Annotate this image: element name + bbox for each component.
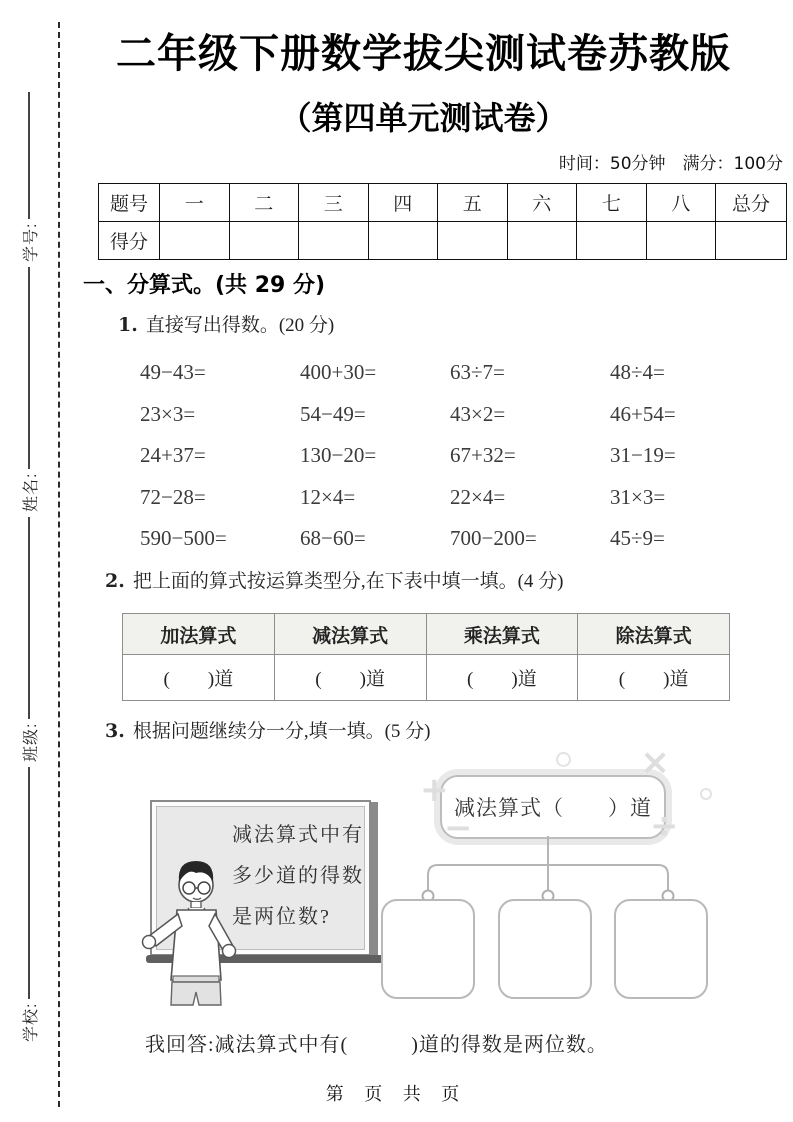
score-header-cell: 五 [438, 184, 508, 222]
expression: 130−20= [300, 443, 377, 468]
score-header-row [99, 184, 787, 222]
score-row-label: 得分 [99, 222, 160, 260]
classification-table [122, 613, 730, 701]
score-header-cell: 七 [577, 184, 647, 222]
classification-blank-cell: ( )道 [578, 655, 730, 701]
answer-box-3 [614, 899, 708, 999]
board-line: 减法算式中有 [232, 824, 364, 846]
page-footer: 第 页 共 页 [325, 1084, 468, 1104]
plus-icon: + [420, 770, 449, 810]
question1-number: 1. [118, 314, 138, 336]
score-header-cell: 一 [160, 184, 230, 222]
time-score-info: 时间：50分钟 满分：100分 [558, 154, 783, 174]
score-table [98, 183, 787, 260]
question2-label: 把上面的算式按运算类型分,在下表中填一填。(4 分) [132, 571, 564, 592]
expression: 590−500= [140, 526, 227, 551]
classification-header-cell: 乘法算式 [426, 614, 578, 655]
expression: 49−43= [140, 360, 206, 385]
question3-text [105, 716, 431, 743]
score-header-cell: 六 [507, 184, 577, 222]
bubble-text: 减法算式（ ）道 [454, 796, 652, 820]
score-blank-cell [229, 222, 299, 260]
name-field [16, 267, 42, 512]
expression: 31−19= [610, 443, 676, 468]
score-header-cell: 四 [368, 184, 438, 222]
circle-decoration [556, 752, 571, 767]
score-blank-cell [160, 222, 230, 260]
school-label: 学校: [22, 1002, 40, 1042]
school-field [16, 767, 42, 1042]
teacher-illustration [133, 852, 265, 1007]
expression: 46+54= [610, 401, 676, 426]
expression: 23×3= [140, 401, 196, 426]
expression: 67+32= [450, 443, 516, 468]
score-header-cell: 题号 [99, 184, 160, 222]
binding-dashed-line [58, 22, 60, 1107]
answer-box-2 [498, 899, 592, 999]
classification-header-row [123, 614, 730, 655]
expression-grid [140, 352, 740, 560]
score-blank-cell [368, 222, 438, 260]
minus-icon: − [444, 808, 473, 848]
classification-header-cell: 加法算式 [123, 614, 275, 655]
score-header-cell: 八 [646, 184, 716, 222]
expression: 45÷9= [610, 526, 665, 551]
question1-text [118, 310, 334, 337]
score-header-cell: 总分 [716, 184, 787, 222]
question2-number: 2. [105, 570, 125, 592]
circle-decoration [700, 788, 712, 800]
name-blank-line [28, 267, 30, 469]
section1-heading: 一、分算式。(共 29 分) [83, 273, 326, 298]
student-id-blank-line [28, 92, 30, 219]
expression: 68−60= [300, 526, 366, 551]
class-blank-line [28, 517, 30, 719]
page-title: 二年级下册数学拔尖测试卷苏教版 [116, 31, 731, 77]
question1-label: 直接写出得数。(20 分) [145, 315, 335, 336]
expression: 72−28= [140, 484, 206, 509]
expression: 22×4= [450, 484, 506, 509]
page-subtitle: （第四单元测试卷） [279, 99, 568, 137]
answer-sentence: 我回答:减法算式中有( )道的得数是两位数。 [145, 1034, 608, 1056]
score-blank-cell [299, 222, 369, 260]
score-blank-cell [438, 222, 508, 260]
divide-icon: ÷ [650, 806, 679, 846]
expression: 12×4= [300, 484, 356, 509]
score-blank-cell [646, 222, 716, 260]
school-blank-line [28, 767, 30, 999]
answer-box-1 [381, 899, 475, 999]
expression: 54−49= [300, 401, 366, 426]
expression: 48÷4= [610, 360, 665, 385]
question3-label: 根据问题继续分一分,填一填。(5 分) [132, 721, 431, 742]
question2-text [105, 566, 564, 593]
question3-number: 3. [105, 720, 125, 742]
tree-connectors [370, 830, 770, 906]
score-header-cell: 二 [229, 184, 299, 222]
class-field [16, 517, 42, 762]
classification-header-cell: 除法算式 [578, 614, 730, 655]
expression: 63÷7= [450, 360, 505, 385]
expression: 400+30= [300, 360, 377, 385]
score-blank-cell [716, 222, 787, 260]
score-value-row [99, 222, 787, 260]
classification-answer-row [123, 655, 730, 701]
name-label: 姓名: [22, 472, 40, 512]
class-label: 班级: [22, 722, 40, 762]
classification-blank-cell: ( )道 [274, 655, 426, 701]
score-blank-cell [507, 222, 577, 260]
classification-blank-cell: ( )道 [426, 655, 578, 701]
expression: 43×2= [450, 401, 506, 426]
expression: 700−200= [450, 526, 537, 551]
expression: 31×3= [610, 484, 666, 509]
times-icon: × [640, 742, 671, 783]
score-blank-cell [577, 222, 647, 260]
student-id-field [16, 92, 42, 262]
board-line: 多少道的得数 [232, 865, 364, 887]
classification-blank-cell: ( )道 [123, 655, 275, 701]
expression: 24+37= [140, 443, 206, 468]
board-line: 是两位数? [232, 906, 331, 928]
student-id-label: 学号: [22, 222, 40, 262]
classification-header-cell: 减法算式 [274, 614, 426, 655]
score-header-cell: 三 [299, 184, 369, 222]
